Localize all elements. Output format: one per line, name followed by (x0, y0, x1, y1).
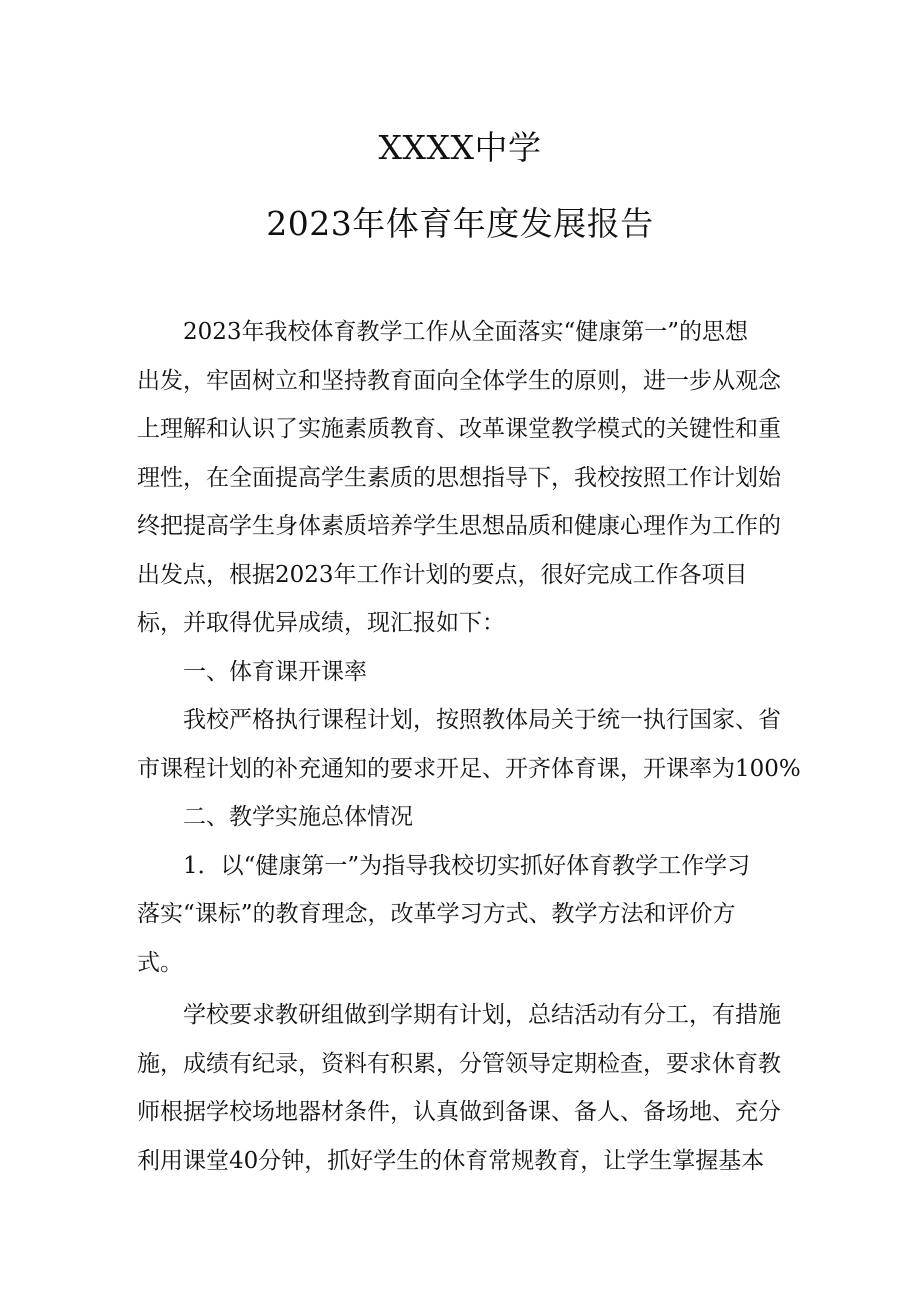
school-requirements-paragraph (137, 991, 787, 1185)
document-body (137, 308, 801, 1185)
text-line: 利用课堂40分钟，抓好学生的休育常规教育，让学生掌握基本 (137, 1147, 765, 1174)
text-line: 师根据学校场地器材条件，认真做到备课、备人、备场地、充分 (137, 1099, 781, 1125)
intro-paragraph (137, 308, 787, 648)
text-line: 学校要求教研组做到学期有计划，总结活动有分工，有措施 (183, 1002, 781, 1028)
text-line: 我校严格执行课程计划，按照教体局关于统一执行国家、省 (183, 707, 781, 733)
text-line: 终把提高学生身体素质培养学生思想品质和健康心理作为工作的 (137, 513, 781, 539)
text-line: 1．以“健康第一”为指导我校切实抓好体育教学工作学习 (183, 852, 751, 879)
section-1-paragraph (137, 696, 801, 793)
text-line: 标，并取得优异成绩，现汇报如下： (137, 610, 505, 636)
heading-text: 二、教学实施总体情况 (183, 804, 413, 830)
document-title-school: XXXX中学 (378, 128, 542, 167)
section-2-heading (137, 793, 787, 842)
text-line: 2023年我校体育教学工作从全面落实“健康第一”的思想 (183, 319, 749, 345)
heading-text: 一、体育课开课率 (183, 658, 367, 685)
document-title-report: 2023年体育年度发展报告 (266, 204, 654, 243)
text-line: 落实“课标”的教育理念，改革学习方式、教学方法和评价方 (137, 901, 736, 927)
item-1-paragraph (137, 842, 787, 988)
text-line: 式。 (137, 949, 183, 976)
text-line: 出发点，根据2023年工作计划的要点，很好完成工作各项目 (137, 561, 748, 588)
text-line: 施，成绩有纪录，资料有积累，分管领导定期检查，要求休育教 (137, 1050, 781, 1077)
text-line: 出发，牢固树立和坚持教育面向全体学生的原则，进一步从观念 (137, 367, 781, 394)
text-line: 市课程计划的补充通知的要求开足、开齐体育课，开课率为100% (137, 755, 801, 782)
text-line: 上理解和认识了实施素质教育、改革课堂教学模式的关键性和重 (137, 416, 781, 442)
section-1-heading (137, 648, 787, 697)
text-line: 理性，在全面提高学生素质的思想指导下，我校按照工作计划始 (137, 464, 781, 491)
